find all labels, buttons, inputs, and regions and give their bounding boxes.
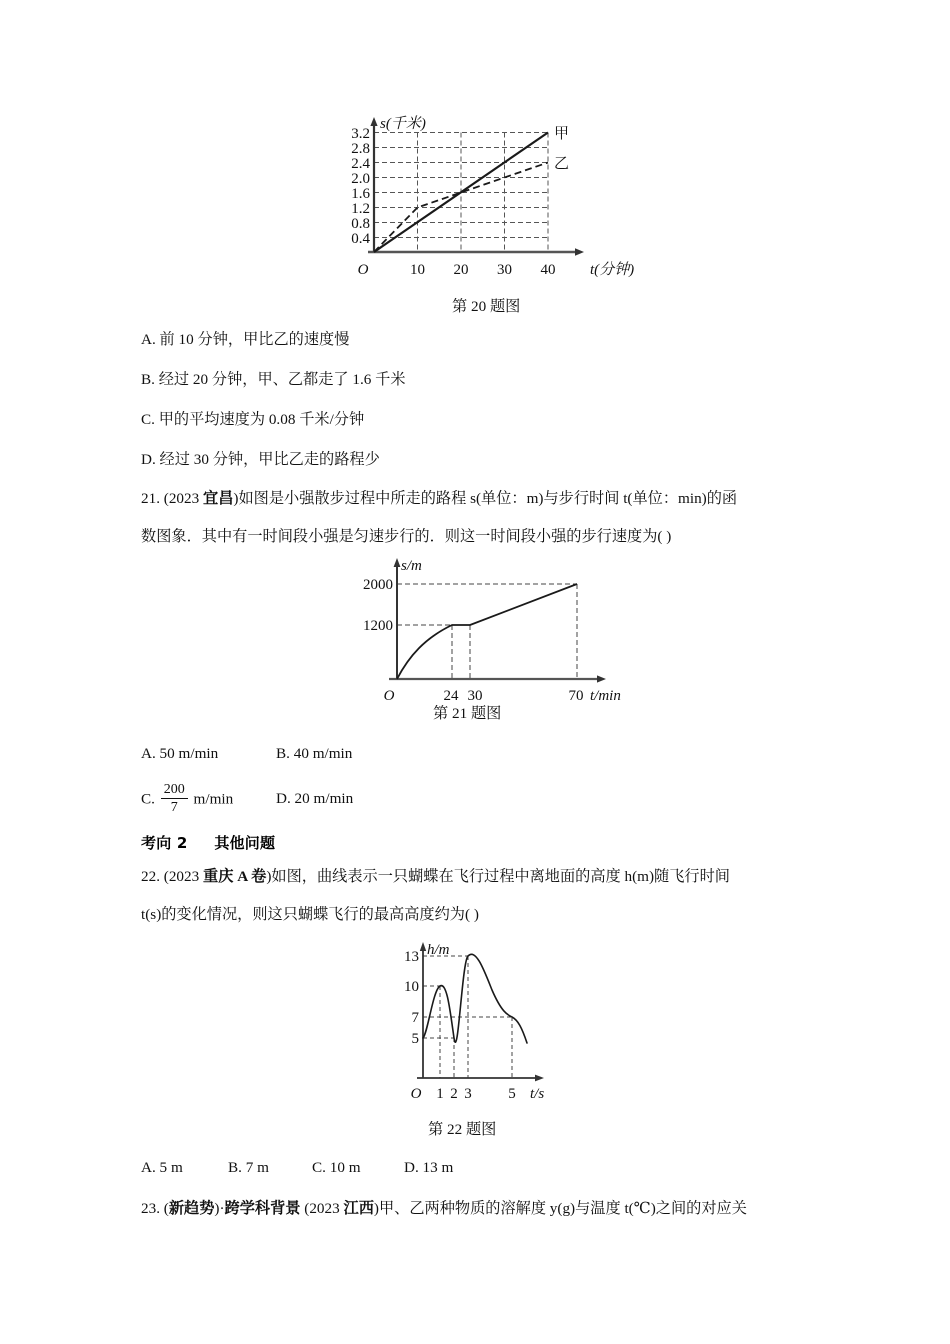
y-tick-label: 0.4 <box>351 231 370 247</box>
q23-source-city: 江西 <box>343 1200 374 1217</box>
figure-20-chart <box>330 105 640 285</box>
y-tick-label: 5 <box>411 1031 419 1047</box>
x-tick-label: 30 <box>497 262 512 278</box>
section-title: 其他问题 <box>214 834 276 852</box>
x-tick-label: 40 <box>540 262 556 278</box>
figure-22-svg <box>380 938 580 1103</box>
x-tick-label: 30 <box>467 688 483 704</box>
q20-option-a[interactable]: A. 前 10 分钟，甲比乙的速度慢 <box>141 331 350 348</box>
x-tick-label: 2 <box>450 1086 458 1102</box>
q21-option-c-prefix: C. <box>141 790 155 808</box>
x-tick-label: 70 <box>568 688 584 704</box>
q21-source-city: 宜昌 <box>203 490 234 507</box>
y-tick-label: 2000 <box>363 577 393 593</box>
y-tick-label: 10 <box>404 979 419 995</box>
q23-number: 23. <box>141 1200 160 1217</box>
q23-tag-interdisciplinary: 跨学科背景 <box>224 1200 301 1217</box>
y-axis-title: s/m <box>401 558 422 574</box>
q20-option-c[interactable]: C. 甲的平均速度为 0.08 千米/分钟 <box>141 411 365 428</box>
q22-stem-line-1 <box>141 866 730 889</box>
q22-stem-line-2: t(s)的变化情况，则这只蝴蝶飞行的最高高度约为( ) <box>141 906 479 923</box>
series-label-yi: 乙 <box>554 156 570 172</box>
y-tick-label: 3.2 <box>351 126 370 142</box>
section-label: 考向 2 <box>141 834 188 852</box>
q20-option-d[interactable]: D. 经过 30 分钟，甲比乙走的路程少 <box>141 451 380 468</box>
q21-number: 21. <box>141 490 160 507</box>
y-tick-label: 1200 <box>363 618 393 634</box>
q23-tag-sep: · <box>219 1200 225 1217</box>
figure-22-x-tick-labels <box>436 1086 516 1102</box>
q23-tag-trend: 新趋势 <box>168 1200 215 1217</box>
q23-stem-rest: 甲、乙两种物质的溶解度 y(g)与温度 t(℃)之间的对应关 <box>378 1200 747 1217</box>
y-tick-label: 1.2 <box>351 201 370 217</box>
figure-21-guides <box>397 584 577 679</box>
y-tick-label: 0.8 <box>351 216 370 232</box>
y-axis-title: h/m <box>427 942 450 958</box>
q22-option-b[interactable]: B. 7 m <box>228 1159 269 1176</box>
x-tick-label: 20 <box>453 262 469 278</box>
q22-number: 22. <box>141 868 160 885</box>
q23-source-open: (2023 <box>304 1200 344 1217</box>
y-tick-label: 2.0 <box>351 171 370 187</box>
q22-stem-rest: 如图，曲线表示一只蝴蝶在飞行过程中离地面的高度 h(m)随飞行时间 <box>271 868 730 885</box>
figure-20-x-tick-labels <box>410 262 556 278</box>
x-tick-label: 5 <box>508 1086 516 1102</box>
figure-20-y-tick-labels <box>351 126 370 247</box>
x-axis-title: t/min <box>590 688 621 704</box>
figure-21-axes <box>389 558 606 683</box>
x-tick-label: 10 <box>410 262 425 278</box>
y-tick-label: 13 <box>404 949 419 965</box>
q22-source-open: (2023 <box>163 868 204 885</box>
q23-source-close: ) <box>373 1200 379 1217</box>
origin-label: O <box>383 688 395 704</box>
q21-option-b[interactable]: B. 40 m/min <box>276 745 353 762</box>
q23-tag-close: ) <box>214 1200 220 1217</box>
q21-option-c[interactable] <box>141 782 233 815</box>
fraction-numerator: 200 <box>161 782 188 799</box>
q22-option-a[interactable]: A. 5 m <box>141 1159 183 1176</box>
section-heading <box>141 832 275 853</box>
q23-stem-line-1 <box>141 1198 747 1221</box>
figure-22-guides <box>423 956 512 1078</box>
x-axis-title: t/s <box>530 1086 545 1102</box>
origin-label: O <box>410 1086 422 1102</box>
figure-21-svg <box>315 552 645 707</box>
figure-22-chart <box>380 938 580 1103</box>
q21-source-close: ) <box>233 490 239 507</box>
figure-22-caption: 第 22 题图 <box>428 1121 497 1138</box>
figure-20-svg <box>330 105 640 285</box>
q21-option-c-fraction <box>161 782 188 815</box>
q22-source-city: 重庆 A 卷 <box>203 868 267 885</box>
q22-option-c[interactable]: C. 10 m <box>312 1159 361 1176</box>
figure-21-chart <box>315 552 645 707</box>
y-tick-label: 1.6 <box>351 186 370 202</box>
figure-21-series <box>397 584 577 679</box>
figure-22-series <box>423 954 527 1043</box>
origin-label: O <box>357 262 369 278</box>
q21-stem-line-1 <box>141 488 737 511</box>
y-tick-label: 2.4 <box>351 156 370 172</box>
q23-tag-open: ( <box>163 1200 169 1217</box>
x-axis-title: t(分钟) <box>590 262 635 278</box>
y-tick-label: 2.8 <box>351 141 370 157</box>
q20-option-b[interactable]: B. 经过 20 分钟，甲、乙都走了 1.6 千米 <box>141 371 406 388</box>
figure-22-y-tick-labels <box>404 949 420 1047</box>
figure-20-caption: 第 20 题图 <box>452 298 521 315</box>
q21-option-c-unit: m/min <box>193 790 234 808</box>
x-tick-label: 1 <box>436 1086 444 1102</box>
figure-21-caption: 第 21 题图 <box>433 705 502 722</box>
x-tick-label: 24 <box>443 688 459 704</box>
q22-option-d[interactable]: D. 13 m <box>404 1159 454 1176</box>
x-tick-label: 3 <box>464 1086 472 1102</box>
q21-option-a[interactable]: A. 50 m/min <box>141 745 219 762</box>
q21-source-open: (2023 <box>163 490 204 507</box>
y-tick-label: 7 <box>411 1010 419 1026</box>
q21-stem-rest: 如图是小强散步过程中所走的路程 s(单位：m)与步行时间 t(单位：min)的函 <box>238 490 738 507</box>
y-axis-title: s(千米) <box>380 116 426 132</box>
series-label-jia: 甲 <box>554 126 570 142</box>
figure-21-y-tick-labels <box>363 577 393 634</box>
q22-source-close: ) <box>266 868 272 885</box>
q21-option-d[interactable]: D. 20 m/min <box>276 790 354 807</box>
q21-stem-line-2: 数图象．其中有一时间段小强是匀速步行的．则这一时间段小强的步行速度为( ) <box>141 528 672 545</box>
fraction-denominator: 7 <box>170 800 178 816</box>
